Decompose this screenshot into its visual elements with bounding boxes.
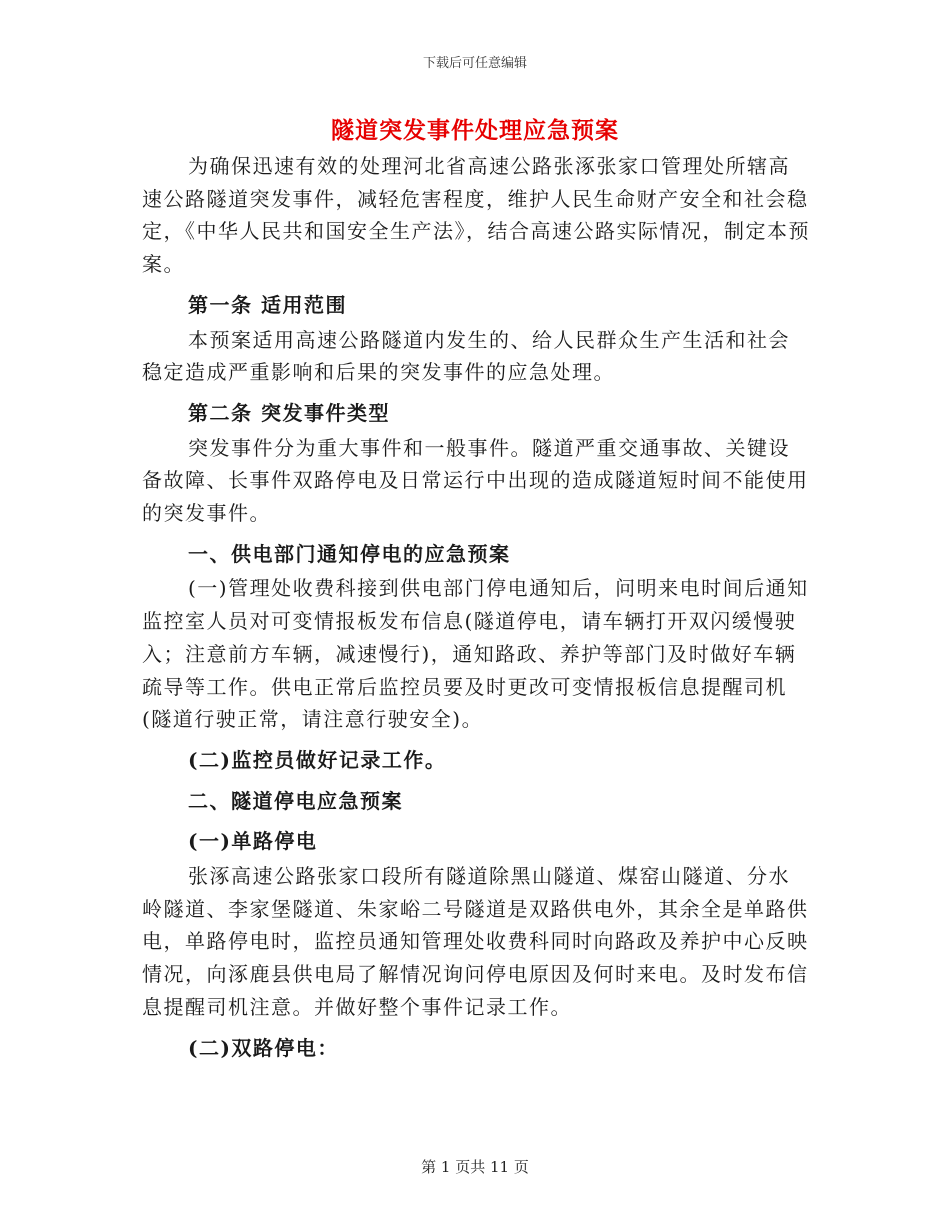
intro-paragraph: 为确保迅速有效的处理河北省高速公路张涿张家口管理处所辖高速公路隧道突发事件，减轻危害程度，维护人民生命财产安全和社会稳定，《中华人民共和国安全生产法》，结合高速公路实际情况，制定本预案。 (142, 154, 810, 277)
section-heading-power-notice: 一、供电部门通知停电的应急预案 (188, 541, 511, 566)
scope-paragraph: 本预案适用高速公路隧道内发生的、给人民群众生产生活和社会稳定造成严重影响和后果的突发事件的应急处理。 (142, 327, 790, 385)
monitor-record-heading: (二)监控员做好记录工作。 (188, 747, 447, 772)
power-notice-paragraph: (一)管理处收费科接到供电部门停电通知后，问明来电时间后通知监控室人员对可变情报板发布信息(隧道停电，请车辆打开双闪缓慢驶入；注意前方车辆，减速慢行)，通知路政、养护等部门及时做好车辆疏导等工作。供电正常后监控员要及时更改可变情报板信息提醒司机(隧道行驶正常，请注意行驶安全)。 (142, 576, 809, 732)
page-footer: 第 1 页共 11 页 (421, 1158, 529, 1176)
section-heading-article-1: 第一条 适用范围 (188, 292, 347, 317)
event-types-paragraph: 突发事件分为重大事件和一般事件。隧道严重交通事故、关键设备故障、长事件双路停电及日常运行中出现的造成隧道短时间不能使用的突发事件。 (142, 435, 809, 526)
page-header-note: 下载后可任意编辑 (422, 56, 527, 71)
document-body (142, 150, 810, 1066)
section-heading-tunnel-outage: 二、隧道停电应急预案 (188, 788, 403, 813)
subheading-single-outage: (一)单路停电 (188, 829, 318, 854)
document-title: 隧道突发事件处理应急预案 (331, 117, 619, 144)
section-heading-article-2: 第二条 突发事件类型 (188, 400, 390, 425)
single-outage-paragraph: 张涿高速公路张家口段所有隧道除黑山隧道、煤窑山隧道、分水岭隧道、李家堡隧道、朱家峪二号隧道是双路供电外，其余全是单路供电，单路停电时，监控员通知管理处收费科同时向路政及养护中心反映情况，向涿鹿县供电局了解情况询问停电原因及何时来电。及时发布信息提醒司机注意。并做好整个事件记录工作。 (142, 864, 809, 1019)
subheading-double-outage: (二)双路停电： (188, 1035, 339, 1060)
